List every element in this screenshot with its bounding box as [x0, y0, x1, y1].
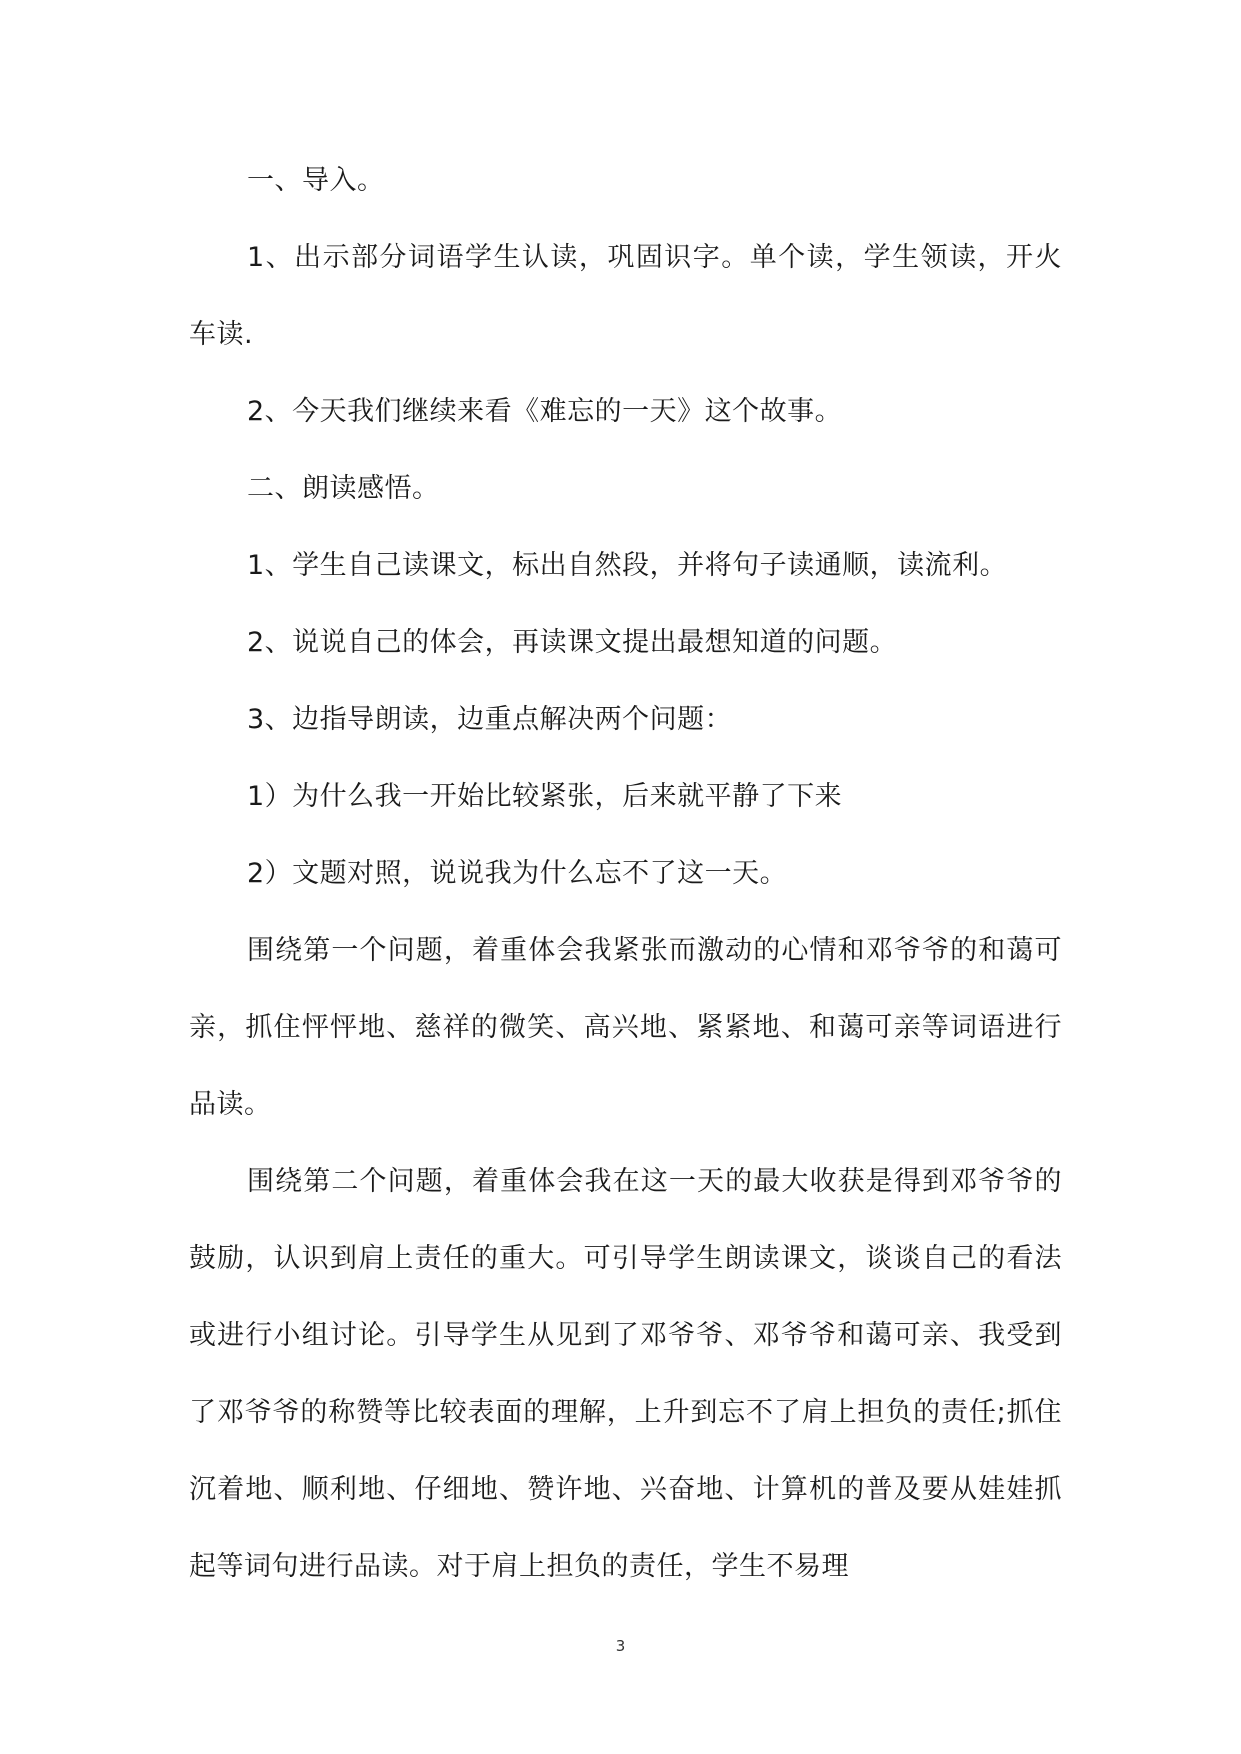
document-body — [189, 142, 1062, 1605]
paragraph-step-1: 1、出示部分词语学生认读，巩固识字。单个读，学生领读，开火车读. — [189, 242, 1062, 350]
paragraph-question-1: 1）为什么我一开始比较紧张，后来就平静了下来 — [247, 781, 843, 812]
heading-reading: 二、朗读感悟。 — [247, 473, 440, 504]
paragraph-second-question-discussion: 围绕第二个问题，着重体会我在这一天的最大收获是得到邓爷爷的鼓励，认识到肩上责任的重大。可引导学生朗读课文，谈谈自己的看法或进行小组讨论。引导学生从见到了邓爷爷、邓爷爷和蔼可亲、我受到了邓爷爷的称赞等比较表面的理解，上升到忘不了肩上担负的责任;抓住沉着地、顺利地、仔细地、赞许地、兴奋地、计算机的普及要从娃娃抓起等词句进行品读。对于肩上担负的责任，学生不易理 — [189, 1166, 1062, 1582]
heading-introduction: 一、导入。 — [247, 165, 385, 196]
paragraph-step-2: 2、今天我们继续来看《难忘的一天》这个故事。 — [247, 396, 843, 427]
paragraph-reading-1: 1、学生自己读课文，标出自然段，并将句子读通顺，读流利。 — [247, 550, 1008, 581]
paragraph-reading-2: 2、说说自己的体会，再读课文提出最想知道的问题。 — [247, 627, 898, 658]
page-number: 3 — [615, 1637, 626, 1655]
paragraph-reading-3: 3、边指导朗读，边重点解决两个问题： — [247, 704, 733, 735]
paragraph-question-2: 2）文题对照，说说我为什么忘不了这一天。 — [247, 858, 788, 889]
paragraph-first-question-discussion: 围绕第一个问题，着重体会我紧张而激动的心情和邓爷爷的和蔼可亲，抓住怦怦地、慈祥的微笑、高兴地、紧紧地、和蔼可亲等词语进行品读。 — [189, 935, 1062, 1120]
